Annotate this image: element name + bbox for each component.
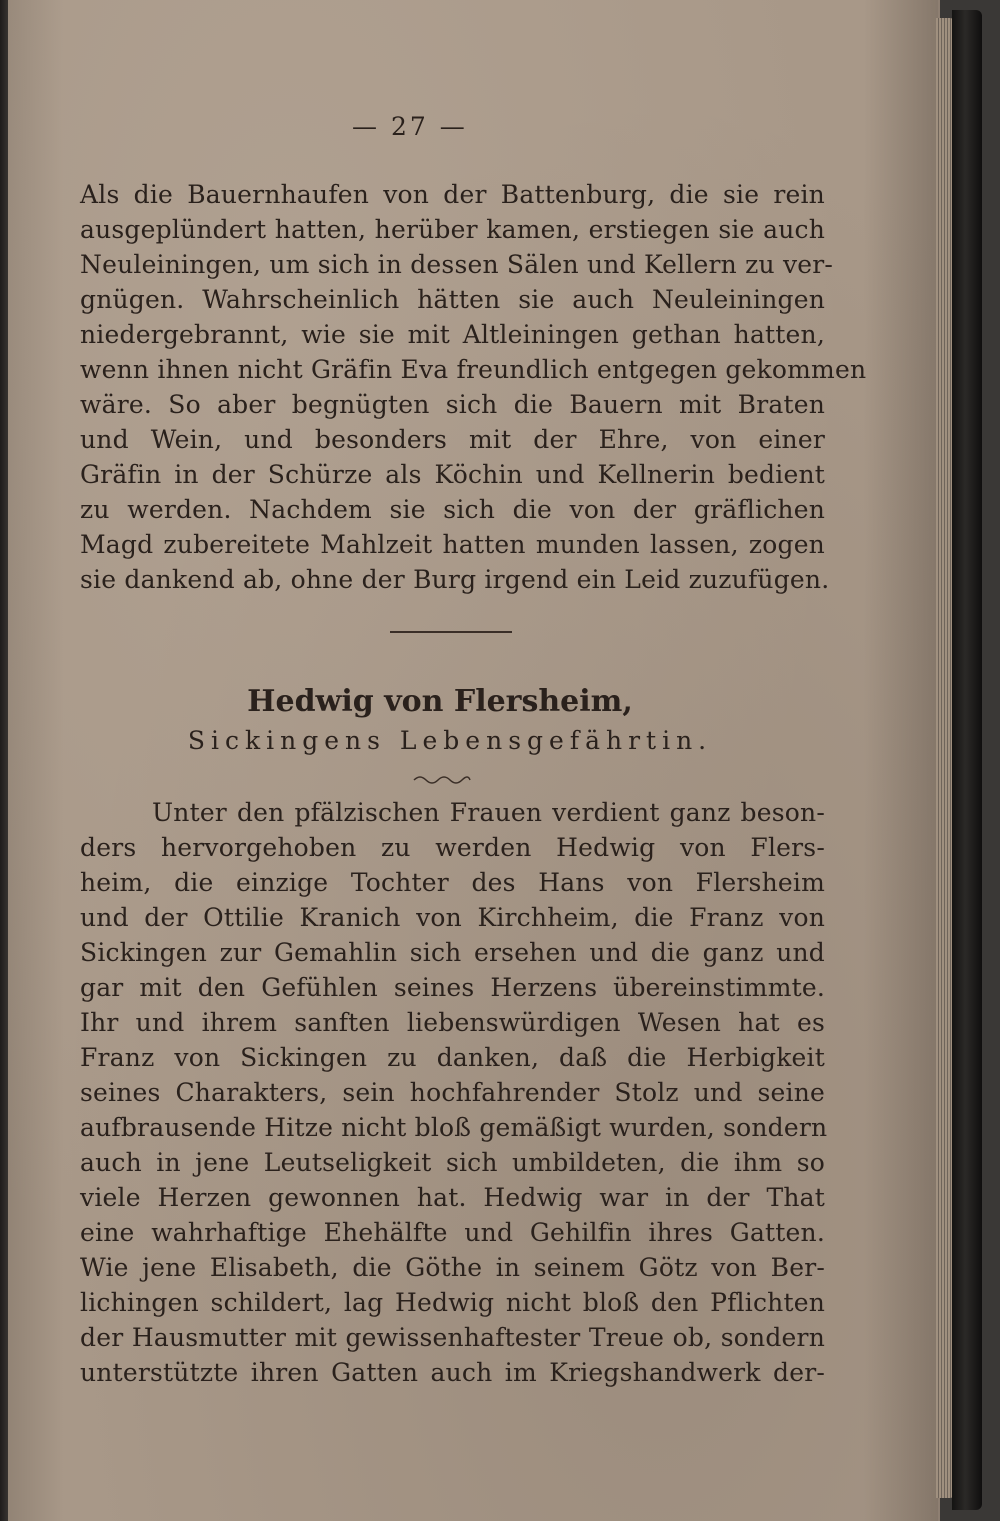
book-cover-edge bbox=[952, 10, 982, 1510]
paragraph1-line: ausgeplündert hatten, herüber kamen, erstiegen sie auch bbox=[80, 215, 825, 244]
paragraph2-line: seines Charakters, sein hochfahrender Stolz und seine bbox=[80, 1078, 825, 1107]
paragraph2-line: aufbrausende Hitze nicht bloß gemäßigt wurden, sondern bbox=[80, 1113, 828, 1142]
section-title: Hedwig von Flersheim, bbox=[247, 684, 633, 719]
paragraph1-line: wenn ihnen nicht Gräfin Eva freundlich entgegen gekommen bbox=[80, 355, 867, 384]
paragraph1-line: zu werden. Nachdem sie sich die von der gräflichen bbox=[80, 495, 825, 524]
paragraph2-line: auch in jene Leutseligkeit sich umbildeten, die ihm so bbox=[80, 1148, 825, 1177]
paragraph1-line: wäre. So aber begnügten sich die Bauern mit Braten bbox=[80, 390, 825, 419]
paragraph2-line: viele Herzen gewonnen hat. Hedwig war in der That bbox=[80, 1183, 825, 1212]
paragraph2-line: heim, die einzige Tochter des Hans von Flersheim bbox=[80, 868, 825, 897]
paragraph1-line: niedergebrannt, wie sie mit Altleiningen gethan hatten, bbox=[80, 320, 825, 349]
paragraph2-line: Wie jene Elisabeth, die Göthe in seinem Götz von Ber- bbox=[80, 1253, 825, 1282]
section-subtitle: Sickingens Lebensgefährtin. bbox=[187, 726, 713, 755]
book-page bbox=[8, 0, 940, 1521]
paragraph2-line: Ihr und ihrem sanften liebenswürdigen Wesen hat es bbox=[80, 1008, 825, 1037]
paragraph1-line: sie dankend ab, ohne der Burg irgend ein Leid zuzufügen. bbox=[80, 565, 830, 594]
paragraph2-line: eine wahrhaftige Ehehälfte und Gehilfin ihres Gatten. bbox=[80, 1218, 825, 1247]
paragraph1-line: Gräfin in der Schürze als Köchin und Kellnerin bedient bbox=[80, 460, 825, 489]
paragraph2-line: gar mit den Gefühlen seines Herzens übereinstimmte. bbox=[80, 973, 825, 1002]
paragraph2-line: ders hervorgehoben zu werden Hedwig von Flers- bbox=[80, 833, 825, 862]
paragraph1-line: Magd zubereitete Mahlzeit hatten munden lassen, zogen bbox=[80, 530, 825, 559]
paragraph2-line: Sickingen zur Gemahlin sich ersehen und die ganz und bbox=[80, 938, 825, 967]
paragraph2-line: und der Ottilie Kranich von Kirchheim, die Franz von bbox=[80, 903, 825, 932]
paragraph1-line: Als die Bauernhaufen von der Battenburg, die sie rein bbox=[80, 180, 825, 209]
page-number: — 27 — bbox=[352, 112, 468, 141]
section-divider bbox=[390, 631, 512, 633]
paragraph2-line: lichingen schildert, lag Hedwig nicht bloß den Pflichten bbox=[80, 1288, 825, 1317]
paragraph2-line: unterstützte ihren Gatten auch im Kriegshandwerk der- bbox=[80, 1358, 825, 1387]
paragraph2-line: Unter den pfälzischen Frauen verdient ganz beson- bbox=[152, 798, 825, 827]
paragraph1-line: Neuleiningen, um sich in dessen Sälen und Kellern zu ver- bbox=[80, 250, 834, 279]
paragraph1-line: und Wein, und besonders mit der Ehre, von einer bbox=[80, 425, 825, 454]
ornament-divider bbox=[412, 770, 472, 786]
paragraph2-line: Franz von Sickingen zu danken, daß die Herbigkeit bbox=[80, 1043, 825, 1072]
paragraph2-line: der Hausmutter mit gewissenhaftester Treue ob, sondern bbox=[80, 1323, 825, 1352]
paragraph1-line: gnügen. Wahrscheinlich hätten sie auch Neuleiningen bbox=[80, 285, 825, 314]
